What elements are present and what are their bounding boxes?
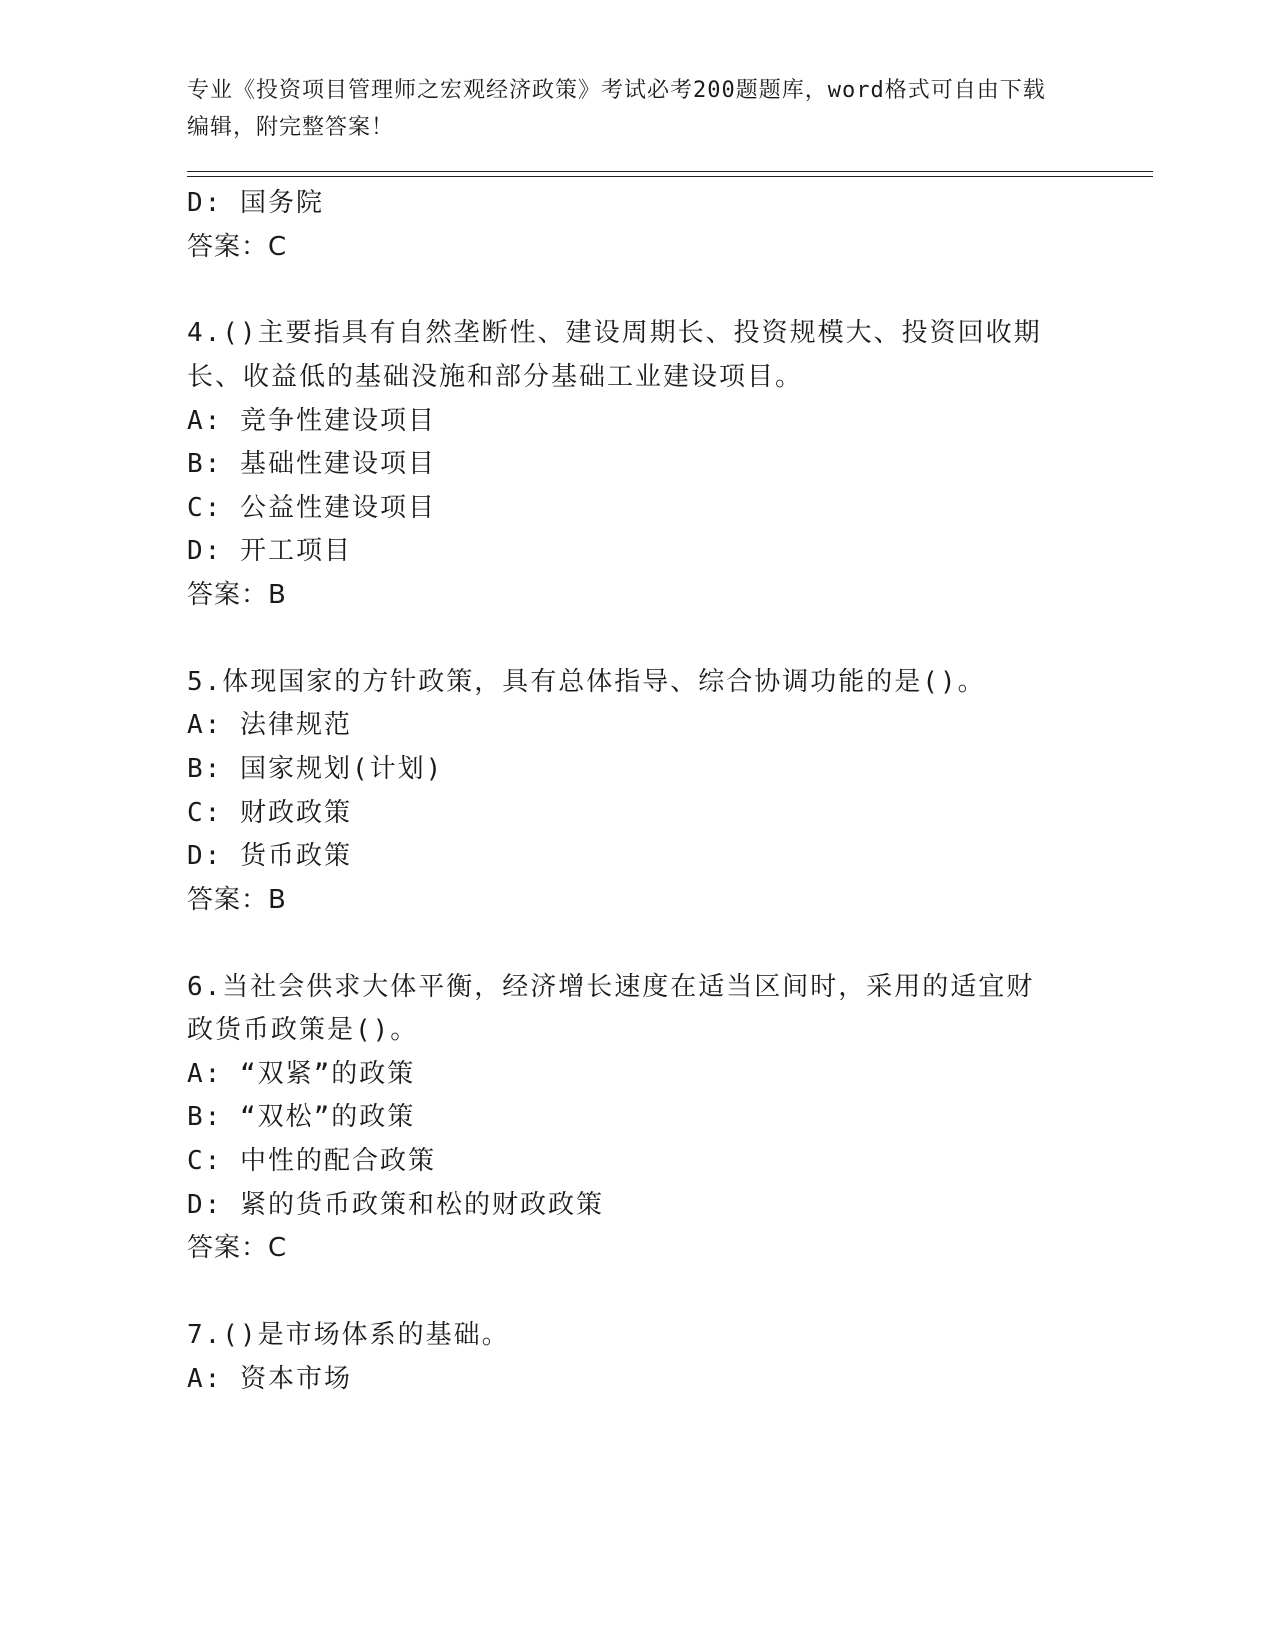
answer: 答案：C [187, 232, 288, 262]
question-4-option-d: D: 开工项目 [187, 536, 352, 566]
question-6-option-c: C: 中性的配合政策 [187, 1146, 436, 1176]
question-5-option-a: A: 法律规范 [187, 710, 352, 740]
question-6-option-a: A: “双紧”的政策 [187, 1059, 416, 1089]
question-5-answer: 答案：B [187, 885, 287, 915]
question-4-option-c: C: 公益性建设项目 [187, 493, 436, 523]
question-6-stem-line2: 政货币政策是()。 [187, 1015, 419, 1045]
question-4-option-b: B: 基础性建设项目 [187, 449, 436, 479]
question-5-option-c: C: 财政政策 [187, 798, 352, 828]
question-6-option-d: D: 紧的货币政策和松的财政政策 [187, 1190, 604, 1220]
question-4-option-a: A: 竞争性建设项目 [187, 406, 436, 436]
header-rule-top [187, 171, 1153, 172]
question-5-stem-line1: 5.体现国家的方针政策，具有总体指导、综合协调功能的是()。 [187, 667, 986, 697]
question-4-stem-line1: 4.()主要指具有自然垄断性、建设周期长、投资规模大、投资回收期 [187, 318, 1042, 348]
question-7-stem-line1: 7.()是市场体系的基础。 [187, 1320, 510, 1350]
question-5-option-b: B: 国家规划(计划) [187, 754, 444, 784]
question-7-option-a: A: 资本市场 [187, 1364, 352, 1394]
question-5-option-d: D: 货币政策 [187, 841, 352, 871]
question-4-stem-line2: 长、收益低的基础没施和部分基础工业建设项目。 [187, 362, 804, 392]
document-header: 专业《投资项目管理师之宏观经济政策》考试必考200题题库，word格式可自由下载编辑，附完整答案！ [187, 78, 1046, 140]
question-6-answer: 答案：C [187, 1233, 288, 1263]
header-rule-bottom [187, 176, 1153, 177]
question-4-answer: 答案：B [187, 580, 287, 610]
question-6-stem-line1: 6.当社会供求大体平衡，经济增长速度在适当区间时，采用的适宜财 [187, 972, 1035, 1002]
option-d: D: 国务院 [187, 188, 324, 218]
question-6-option-b: B: “双松”的政策 [187, 1102, 416, 1132]
